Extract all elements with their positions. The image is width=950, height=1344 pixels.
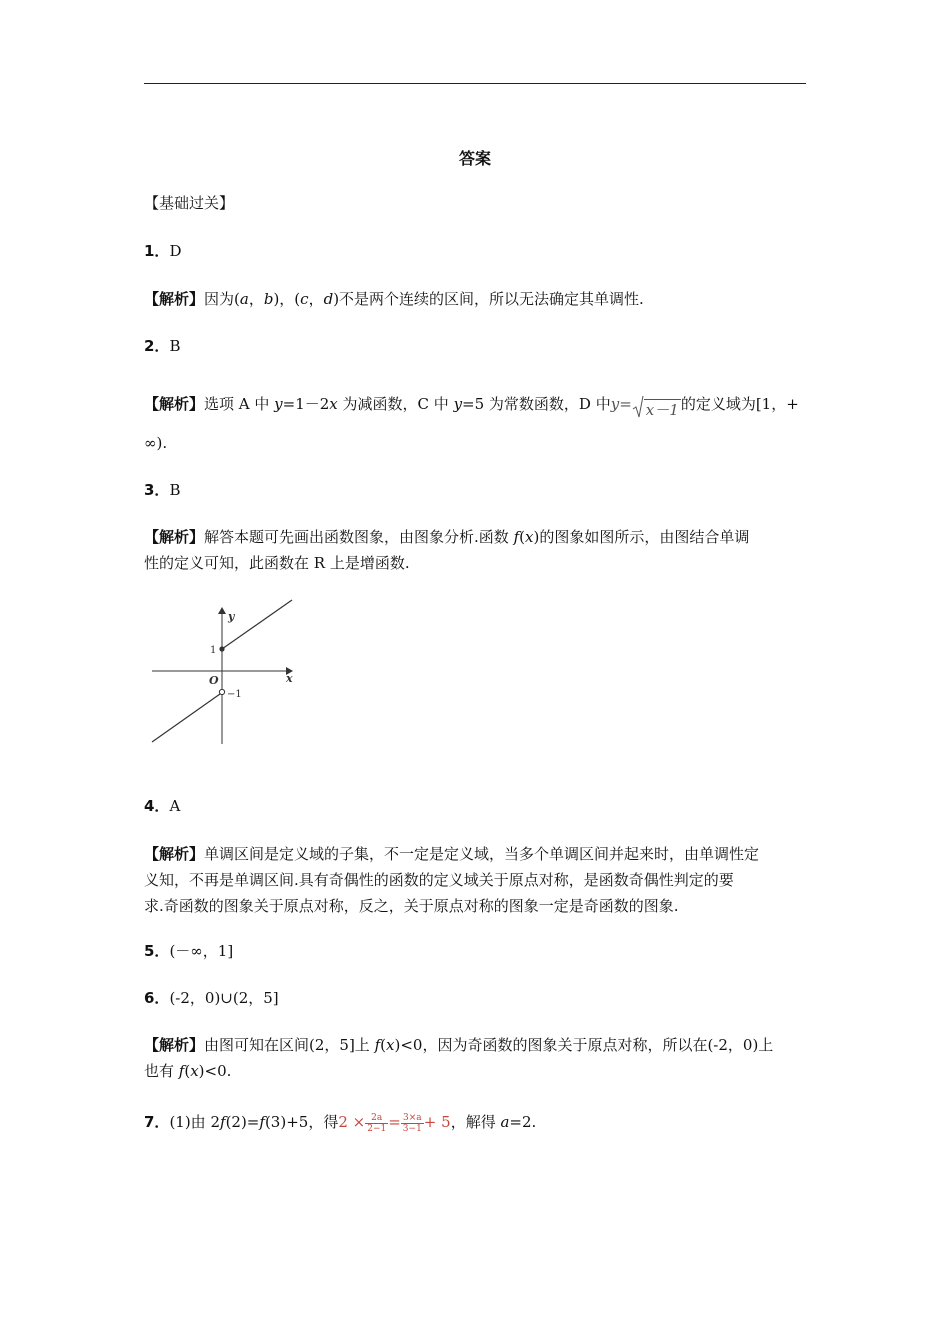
q6-analysis: 【解析】由图可知在区间(2，5]上 f(x)<0，因为奇函数的图象关于原点对称，所以在(-2，0)上: [144, 1036, 774, 1054]
q3-answer: B: [169, 481, 181, 499]
q1-answer-line: [144, 241, 181, 261]
q2-analysis: 【解析】选项 A 中 y=1－2x 为减函数，C 中 y=5 为常数函数，D 中y= x－1 的定义域为[1，+: [144, 395, 799, 419]
q1-number: 1．: [144, 242, 170, 260]
page-title: 答案: [458, 149, 491, 168]
q2-answer-line: [144, 336, 180, 356]
q3-answer-line: [144, 480, 180, 500]
section-heading: 【基础过关】: [144, 194, 235, 212]
filled-point: [219, 646, 224, 651]
q3-analysis-cont: 性的定义可知，此函数在 R 上是增函数.: [144, 554, 410, 572]
analysis-tag: 【解析】: [144, 395, 205, 413]
q6-answer: (-2，0)∪(2，5]: [169, 989, 279, 1007]
tick-label-negative: −1: [227, 689, 242, 700]
open-point: [219, 689, 224, 694]
equation-lhs: 2 ×: [338, 1113, 366, 1131]
analysis-tag: 【解析】: [144, 528, 205, 546]
q4-analysis: 【解析】单调区间是定义域的子集，不一定是定义域，当多个单调区间并起来时，由单调性定: [144, 845, 760, 863]
analysis-tag: 【解析】: [144, 1036, 205, 1054]
q4-number: 4．: [144, 797, 170, 815]
sqrt-expression: x－1: [632, 395, 681, 420]
radical-sign: [632, 395, 644, 419]
fraction: $\frac{2a}{2-1}$: [367, 1112, 387, 1134]
q6-number: 6．: [144, 989, 170, 1007]
q6-answer-line: [144, 988, 279, 1008]
function-graph: [144, 594, 314, 750]
q6-analysis-cont: 也有 f(x)<0.: [144, 1062, 232, 1080]
q5-answer-line: [144, 941, 233, 961]
q3-number: 3．: [144, 481, 170, 499]
q4-answer-line: [144, 796, 180, 816]
q5-answer: (－∞，1]: [169, 942, 234, 960]
q5-number: 5．: [144, 942, 170, 960]
q2-number: 2．: [144, 337, 170, 355]
q2-analysis-cont: ∞).: [144, 434, 168, 452]
header-rule: [144, 83, 806, 84]
y-axis-label: y: [228, 610, 235, 623]
tick-label-positive: 1: [210, 645, 217, 656]
q2-answer: B: [169, 337, 181, 355]
q4-analysis-cont: 求.奇函数的图象关于原点对称，反之，关于原点对称的图象一定是奇函数的图象.: [144, 897, 679, 915]
x-axis-label: x: [286, 672, 293, 685]
fraction: $\frac{3\times a}{3-1}$: [402, 1112, 422, 1134]
q7-number: 7．: [144, 1113, 170, 1131]
upper-ray: [222, 600, 292, 649]
q4-analysis-cont: 义知，不再是单调区间.具有奇偶性的函数的定义域关于原点对称，是函数奇偶性判定的要: [144, 871, 734, 889]
q1-answer: D: [169, 242, 182, 260]
q4-answer: A: [169, 797, 181, 815]
q3-analysis: 【解析】解答本题可先画出函数图象，由图象分析.函数 f(x)的图象如图所示，由图结合单调: [144, 528, 750, 546]
q1-analysis: 【解析】因为(a，b)，(c，d)不是两个连续的区间，所以无法确定其单调性.: [144, 290, 644, 308]
lower-ray: [152, 694, 220, 742]
analysis-tag: 【解析】: [144, 290, 205, 308]
q7-line: 7．(1)由 2f(2)=f(3)+5，得2 × $\frac{2a}{2-1}$ = $\frac{3\times a}{3-1}$ + 5，解得 a=2.: [144, 1112, 537, 1134]
analysis-tag: 【解析】: [144, 845, 205, 863]
origin-label: O: [209, 674, 219, 687]
